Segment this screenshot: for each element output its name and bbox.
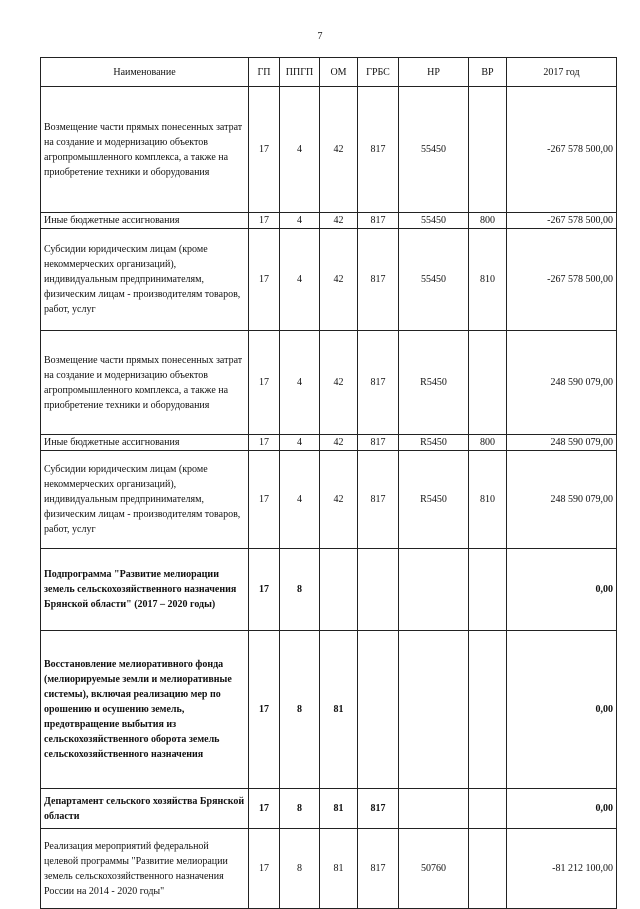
header-vr: ВР — [469, 58, 507, 87]
table-row — [41, 435, 617, 451]
row-gp: 17 — [249, 229, 280, 331]
row-gp: 17 — [249, 789, 280, 829]
row-grbs: 817 — [358, 829, 399, 909]
row-nr: R5450 — [399, 451, 469, 549]
row-vr — [469, 549, 507, 631]
row-gp: 17 — [249, 213, 280, 229]
row-vr — [469, 789, 507, 829]
table-row — [41, 87, 617, 213]
header-nr: НР — [399, 58, 469, 87]
row-om: 42 — [320, 87, 358, 213]
table-header-row — [41, 58, 617, 87]
row-sum: 0,00 — [507, 789, 617, 829]
row-gp: 17 — [249, 451, 280, 549]
row-vr — [469, 631, 507, 789]
row-ppgp: 4 — [280, 331, 320, 435]
row-gp: 17 — [249, 87, 280, 213]
row-nr — [399, 789, 469, 829]
row-name: Реализация мероприятий федеральной целевой программы "Развитие мелиорации земель сельскохозяйственного назначения России на 2014 - 2020 годы" — [41, 829, 249, 909]
row-ppgp: 4 — [280, 451, 320, 549]
table-row — [41, 631, 617, 789]
row-vr — [469, 829, 507, 909]
row-om: 42 — [320, 435, 358, 451]
row-grbs: 817 — [358, 789, 399, 829]
row-vr: 810 — [469, 451, 507, 549]
row-nr: 55450 — [399, 87, 469, 213]
row-gp: 17 — [249, 829, 280, 909]
row-grbs: 817 — [358, 213, 399, 229]
budget-table — [40, 57, 617, 909]
row-ppgp: 8 — [280, 549, 320, 631]
row-name: Субсидии юридическим лицам (кроме некоммерческих организаций), индивидуальным предпринимателям, физическим лицам - производителям товаров, работ, услуг — [41, 451, 249, 549]
row-ppgp: 8 — [280, 631, 320, 789]
row-nr: R5450 — [399, 435, 469, 451]
row-name: Возмещение части прямых понесенных затрат на создание и модернизацию объектов агропромышленного комплекса, а также на приобретение техники и оборудования — [41, 87, 249, 213]
row-om: 42 — [320, 451, 358, 549]
row-om: 42 — [320, 229, 358, 331]
row-om: 42 — [320, 213, 358, 229]
row-grbs — [358, 631, 399, 789]
row-gp: 17 — [249, 331, 280, 435]
row-om: 42 — [320, 331, 358, 435]
row-ppgp: 8 — [280, 829, 320, 909]
row-grbs — [358, 549, 399, 631]
row-gp: 17 — [249, 549, 280, 631]
row-gp: 17 — [249, 631, 280, 789]
header-om: ОМ — [320, 58, 358, 87]
row-nr: 55450 — [399, 229, 469, 331]
row-sum: 0,00 — [507, 549, 617, 631]
row-gp: 17 — [249, 435, 280, 451]
table-row — [41, 229, 617, 331]
row-vr — [469, 87, 507, 213]
row-grbs: 817 — [358, 87, 399, 213]
header-grbs: ГРБС — [358, 58, 399, 87]
row-ppgp: 4 — [280, 229, 320, 331]
row-sum: -267 578 500,00 — [507, 87, 617, 213]
row-grbs: 817 — [358, 331, 399, 435]
row-name: Субсидии юридическим лицам (кроме некоммерческих организаций), индивидуальным предпринимателям, физическим лицам - производителям товаров, работ, услуг — [41, 229, 249, 331]
row-nr — [399, 549, 469, 631]
table-row — [41, 331, 617, 435]
row-sum: 248 590 079,00 — [507, 435, 617, 451]
header-year: 2017 год — [507, 58, 617, 87]
row-vr: 810 — [469, 229, 507, 331]
row-om: 81 — [320, 631, 358, 789]
row-vr — [469, 331, 507, 435]
row-grbs: 817 — [358, 229, 399, 331]
row-grbs: 817 — [358, 435, 399, 451]
row-ppgp: 8 — [280, 789, 320, 829]
row-ppgp: 4 — [280, 435, 320, 451]
table-row — [41, 829, 617, 909]
row-sum: -81 212 100,00 — [507, 829, 617, 909]
row-om: 81 — [320, 789, 358, 829]
row-vr: 800 — [469, 435, 507, 451]
page-number: 7 — [317, 31, 323, 42]
row-name: Иные бюджетные ассигнования — [41, 435, 249, 451]
table-row — [41, 213, 617, 229]
row-name: Подпрограмма "Развитие мелиорации земель сельскохозяйственного назначения Брянской области" (2017 – 2020 годы) — [41, 549, 249, 631]
header-name: Наименование — [41, 58, 249, 87]
row-nr: R5450 — [399, 331, 469, 435]
row-ppgp: 4 — [280, 87, 320, 213]
table-row — [41, 549, 617, 631]
row-sum: -267 578 500,00 — [507, 229, 617, 331]
row-om: 81 — [320, 829, 358, 909]
row-sum: 248 590 079,00 — [507, 451, 617, 549]
row-nr — [399, 631, 469, 789]
row-ppgp: 4 — [280, 213, 320, 229]
row-om — [320, 549, 358, 631]
row-sum: -267 578 500,00 — [507, 213, 617, 229]
row-nr: 50760 — [399, 829, 469, 909]
row-sum: 248 590 079,00 — [507, 331, 617, 435]
header-gp: ГП — [249, 58, 280, 87]
header-ppgp: ППГП — [280, 58, 320, 87]
row-vr: 800 — [469, 213, 507, 229]
row-name: Иные бюджетные ассигнования — [41, 213, 249, 229]
row-nr: 55450 — [399, 213, 469, 229]
row-name: Восстановление мелиоративного фонда (мелиорируемые земли и мелиоративные системы), включая реализацию мер по орошению и осушению земель, предотвращение выбытия из сельскохозяйственного оборота земель сельскохозяйственного назначения — [41, 631, 249, 789]
row-name: Возмещение части прямых понесенных затрат на создание и модернизацию объектов агропромышленного комплекса, а также на приобретение техники и оборудования — [41, 331, 249, 435]
row-grbs: 817 — [358, 451, 399, 549]
table-row — [41, 451, 617, 549]
row-name: Департамент сельского хозяйства Брянской области — [41, 789, 249, 829]
table-row — [41, 789, 617, 829]
row-sum: 0,00 — [507, 631, 617, 789]
